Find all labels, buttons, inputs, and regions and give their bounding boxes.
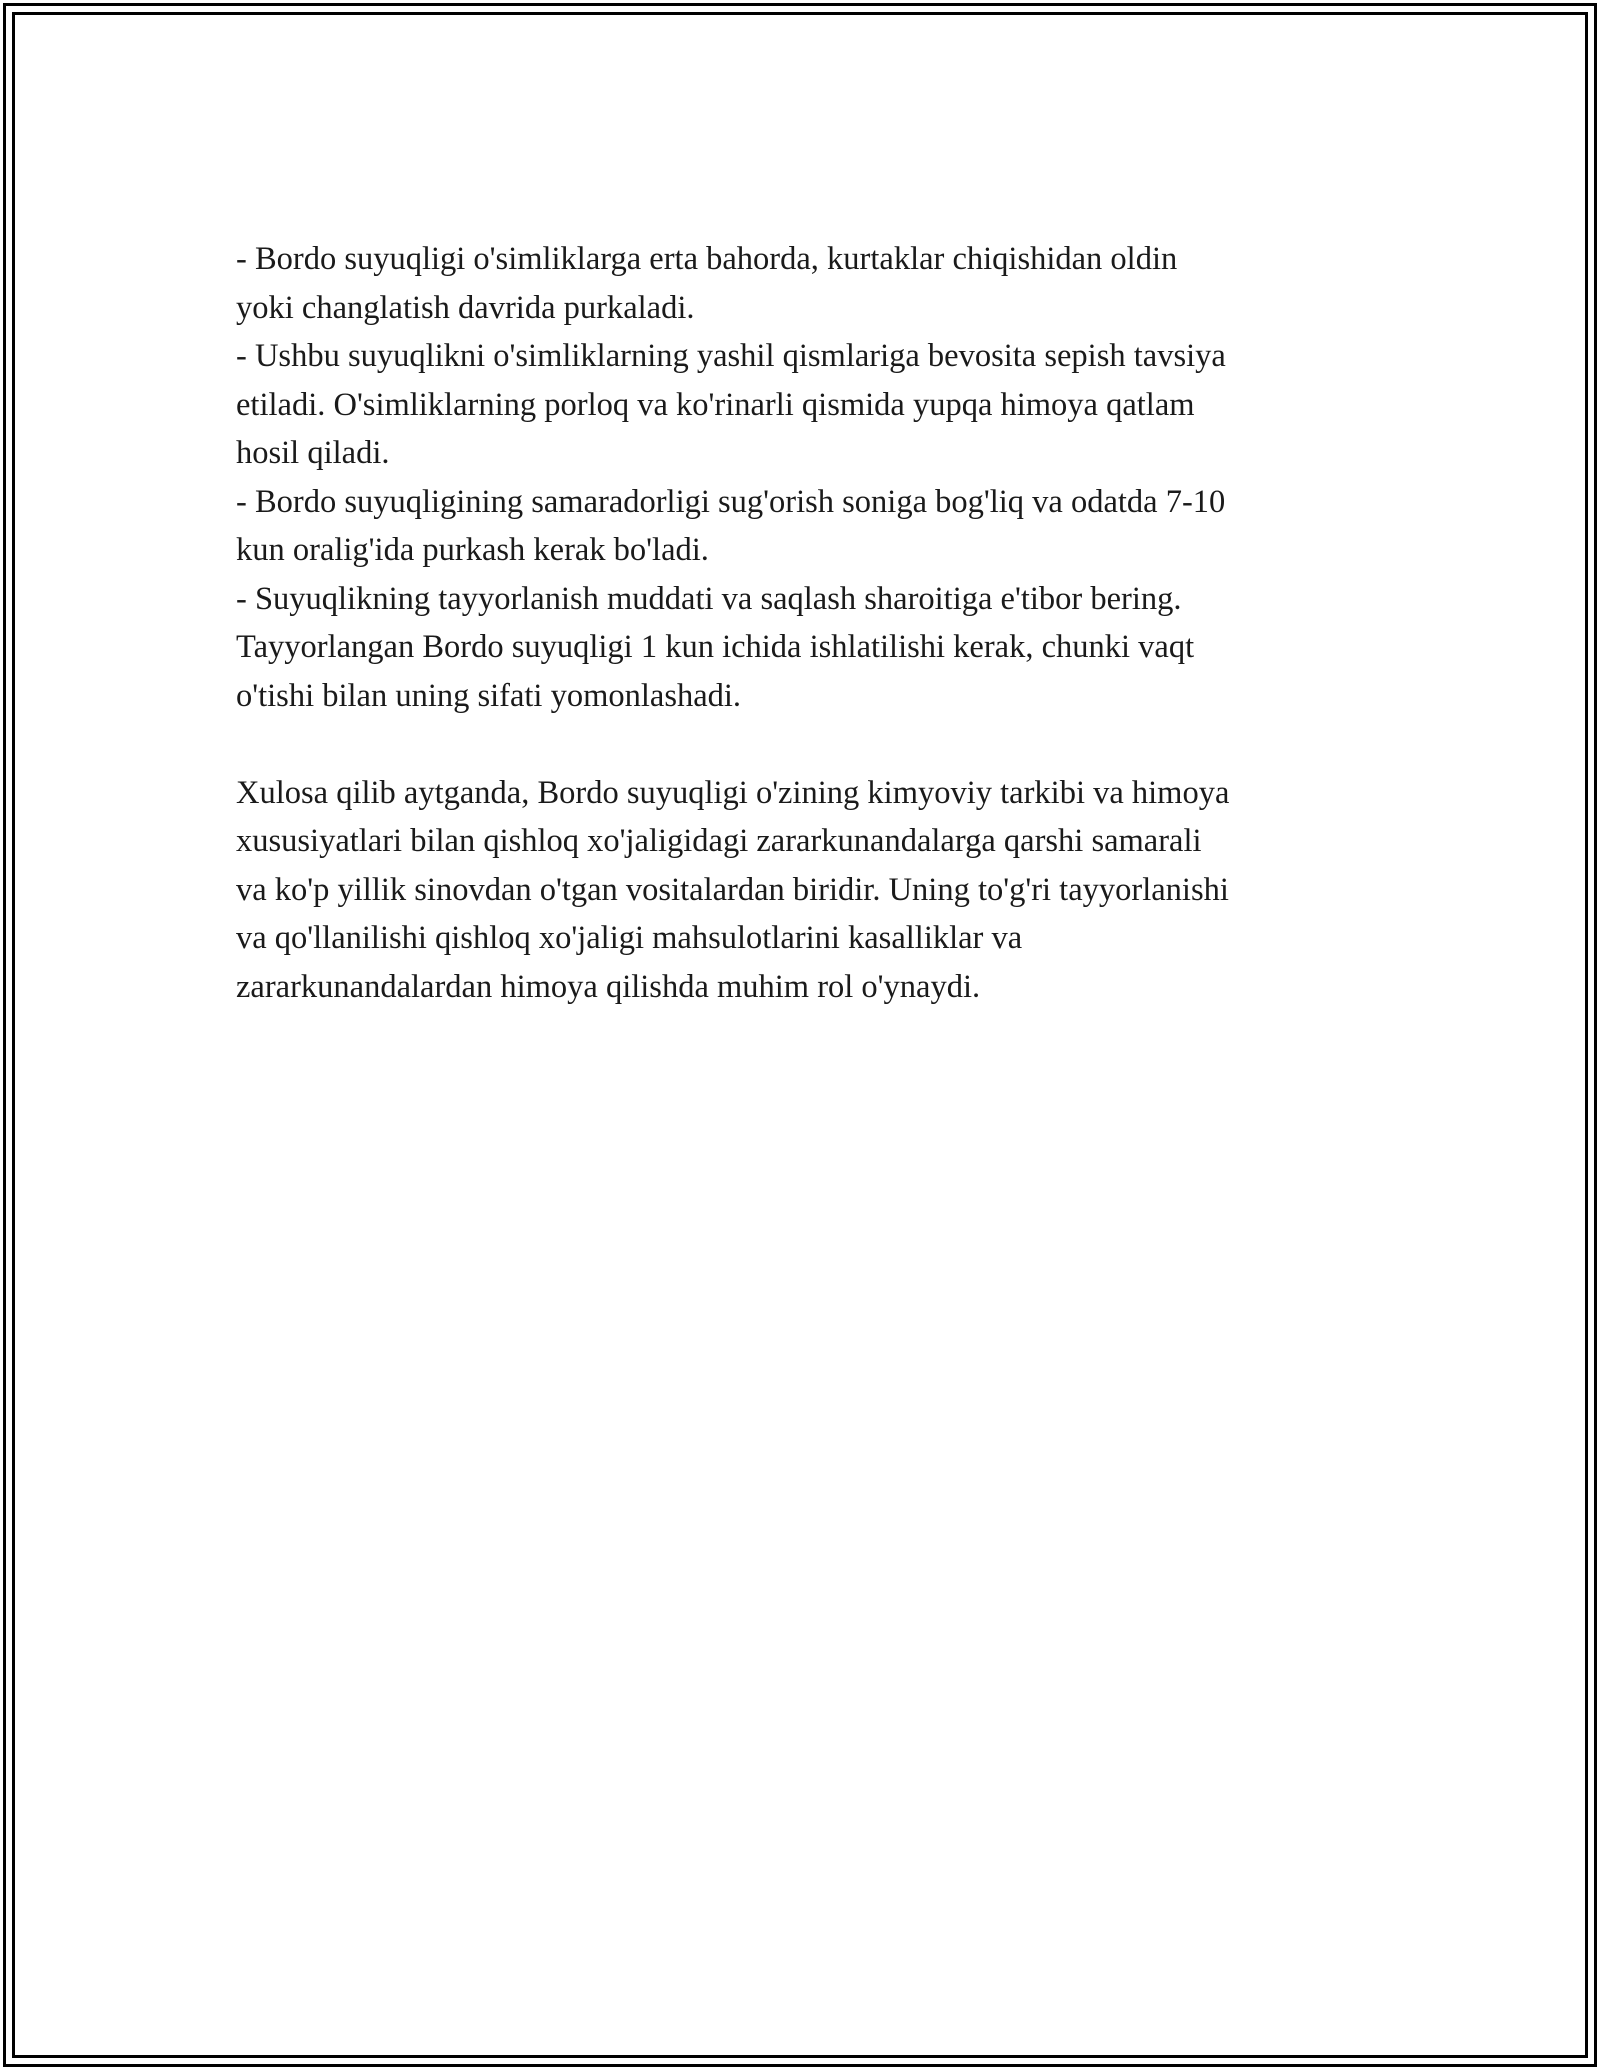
usage-instructions-paragraph: - Bordo suyuqligi o'simliklarga erta bahorda, kurtaklar chiqishidan oldin yoki changlatish davrida purkaladi. - Ushbu suyuqlikni o'simliklarning yashil qismlariga bevosita sepish tavsiya etiladi. O'simliklarning porloq va ko'rinarli qismida yupqa himoya qatlam hosil qiladi. - Bordo suyuqligining samaradorligi sug'orish soniga bog'liq va odatda 7-10 kun oralig'ida purkash kerak bo'ladi. - Suyuqlikning tayyorlanish muddati va saqlash sharoitiga e'tibor bering. Tayyorlangan Bordo suyuqligi 1 kun ichida ishlatilishi kerak, chunki vaqt o'tishi bilan uning sifati yomonlashadi. bbox=[236, 241, 1226, 714]
paragraph-gap bbox=[236, 720, 1366, 769]
conclusion-paragraph: Xulosa qilib aytganda, Bordo suyuqligi o'zining kimyoviy tarkibi va himoya xususiyatlari bilan qishloq xo'jaligidagi zararkunandalarga qarshi samarali va ko'p yillik sinovdan o'tgan vositalardan biridir. Uning to'g'ri tayyorlanishi va qo'llanilishi qishloq xo'jaligi mahsulotlarini kasalliklar va zararkunandalardan himoya qilishda muhim rol o'ynaydi. bbox=[236, 774, 1230, 1005]
document-body bbox=[236, 235, 1366, 1011]
